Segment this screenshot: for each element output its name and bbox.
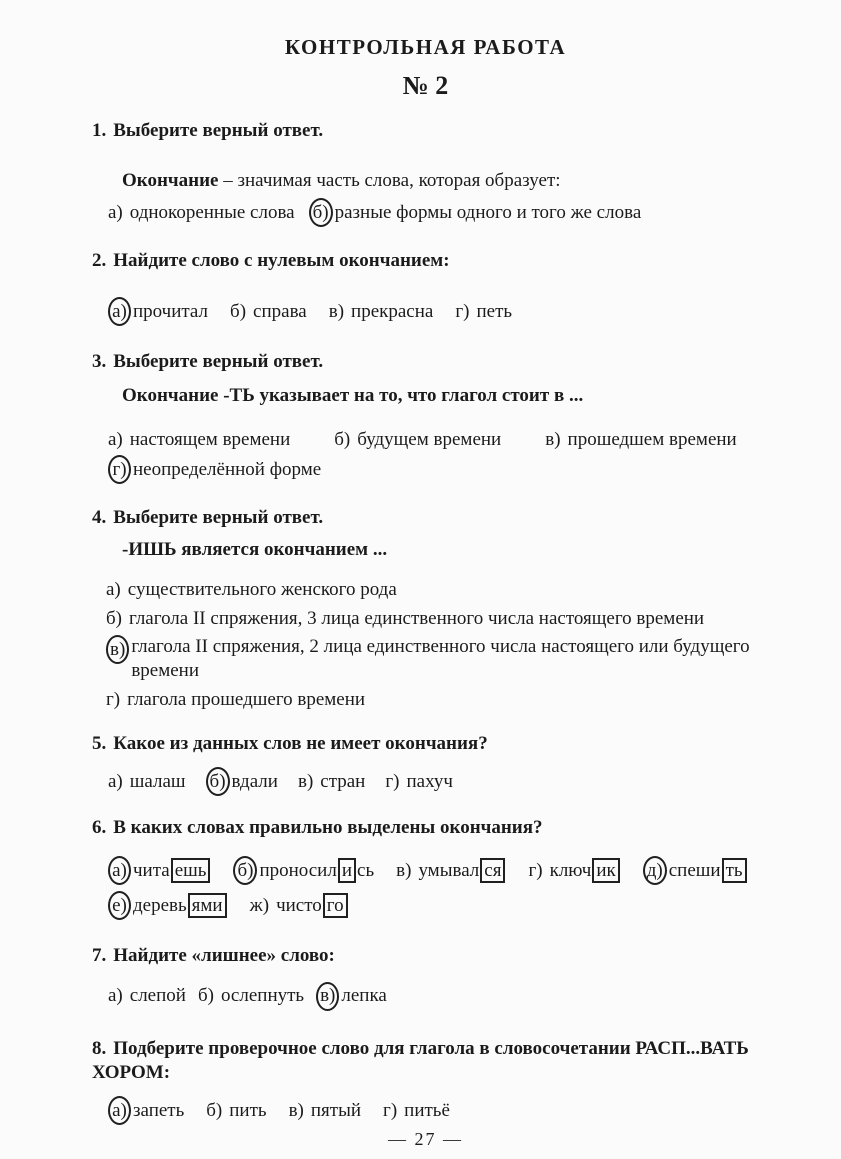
option-text-segment: существительного женского рода — [127, 578, 397, 600]
option-letter-circled: г) — [108, 455, 131, 484]
option-text — [221, 984, 304, 1008]
question-heading-text: Выберите верный ответ. — [113, 351, 324, 372]
option-text — [341, 984, 386, 1008]
option-text-segment: запеть — [133, 1099, 185, 1121]
questions-list — [92, 119, 811, 1126]
option-text — [129, 607, 704, 631]
answer-option — [106, 578, 397, 602]
work-number: № 2 — [402, 71, 449, 101]
answer-option — [250, 894, 349, 918]
option-letter: б) — [197, 985, 214, 1007]
option-letter: а) — [108, 770, 123, 792]
option-text — [568, 428, 737, 452]
option-letter: г) — [528, 859, 543, 881]
option-text-segment: пить — [229, 1099, 267, 1121]
option-text — [335, 201, 642, 225]
option-text-segment: чита — [133, 859, 170, 881]
option-letter-circled: б) — [309, 198, 333, 227]
question-number: 8. — [92, 1037, 107, 1059]
option-text-segment: умывал — [418, 859, 480, 881]
option-text-segment: сь — [357, 859, 375, 881]
option-text-segment: глагола II спряжения, 3 лица единственного числа настоящего времени — [129, 607, 705, 629]
question-number: 5. — [92, 732, 107, 754]
question-heading-text: Подберите проверочное слово для глагола в словосочетании РАСП...ВАТЬ ХОРОМ: — [92, 1037, 749, 1083]
question-8 — [92, 1037, 811, 1126]
answer-option — [198, 984, 304, 1008]
answer-option — [233, 856, 374, 885]
answer-option — [334, 428, 501, 452]
option-text — [133, 1099, 184, 1123]
option-text — [232, 770, 278, 794]
option-letter-circled: д) — [643, 856, 667, 885]
option-text — [133, 300, 208, 324]
option-letter: а) — [106, 578, 121, 600]
option-letter: а) — [108, 985, 123, 1007]
option-letter: б) — [106, 607, 122, 629]
question-2 — [92, 249, 811, 326]
option-ending-boxed: ешь — [171, 858, 211, 883]
option-text-segment: разные формы одного и того же слова — [334, 201, 642, 223]
answer-option — [643, 856, 748, 885]
option-letter-circled: в) — [106, 635, 129, 664]
option-text — [130, 770, 186, 794]
answer-option — [108, 770, 186, 794]
options-line — [108, 856, 811, 885]
option-text-segment: проносил — [259, 859, 337, 881]
option-text — [133, 894, 228, 918]
option-letter: г) — [455, 300, 470, 322]
answer-option — [108, 856, 211, 885]
question-number: 3. — [92, 351, 107, 372]
answer-option — [329, 300, 434, 324]
option-text-segment: стран — [320, 770, 366, 792]
question-statement — [122, 538, 811, 562]
option-letter: б) — [230, 300, 247, 322]
option-text-segment: деревь — [133, 894, 187, 916]
answer-option — [106, 607, 704, 631]
answer-option — [106, 635, 811, 683]
page-number: — 27 — — [388, 1129, 463, 1150]
option-letter: б) — [206, 1099, 223, 1121]
page-footer — [92, 1128, 759, 1151]
option-text — [131, 635, 811, 683]
answer-option — [316, 982, 387, 1011]
options-line — [108, 1096, 811, 1125]
question-heading — [92, 944, 811, 968]
option-text — [127, 688, 365, 712]
option-ending-boxed: ся — [480, 858, 505, 883]
option-text — [133, 859, 211, 883]
option-letter: ж) — [249, 894, 270, 916]
option-text — [550, 859, 621, 883]
option-text — [259, 859, 374, 883]
answer-option — [108, 891, 228, 920]
option-letter: б) — [334, 428, 351, 450]
option-text-segment: питьё — [404, 1099, 450, 1121]
option-text — [351, 300, 433, 324]
option-letter-circled: в) — [316, 982, 339, 1011]
option-ending-boxed: и — [338, 858, 356, 883]
option-letter: в) — [396, 859, 412, 881]
option-letter: а) — [108, 201, 123, 223]
option-letter: в) — [288, 1099, 304, 1121]
option-letter: в) — [545, 428, 561, 450]
answer-option — [108, 455, 321, 484]
option-text — [253, 300, 307, 324]
option-text — [404, 1099, 450, 1123]
option-text-segment: петь — [476, 300, 513, 322]
option-text-segment: спеши — [668, 859, 721, 881]
options-line — [108, 455, 811, 484]
answer-option — [298, 770, 365, 794]
option-ending-boxed: го — [323, 893, 348, 918]
answer-option — [528, 859, 620, 883]
question-statement — [122, 169, 811, 193]
document-header — [92, 34, 759, 103]
question-heading — [92, 1037, 811, 1085]
question-7 — [92, 944, 811, 1011]
option-text-segment: шалаш — [129, 770, 186, 792]
option-letter-circled: б) — [206, 767, 230, 796]
option-text-segment: будущем времени — [357, 428, 502, 450]
option-text-segment: прочитал — [133, 300, 209, 322]
answer-option — [289, 1099, 361, 1123]
answer-option — [106, 688, 365, 712]
option-letter: г) — [385, 770, 400, 792]
options-line — [106, 607, 811, 631]
option-letter: в) — [328, 300, 345, 322]
options-line — [108, 767, 811, 796]
question-3 — [92, 350, 811, 484]
option-text-segment: пахуч — [406, 770, 453, 792]
answer-option — [383, 1099, 450, 1123]
statement-segment: – значимая часть слова, которая образует: — [218, 169, 561, 191]
answer-option — [108, 428, 290, 452]
option-text — [669, 859, 748, 883]
option-text — [418, 859, 506, 883]
question-heading-text: Найдите слово с нулевым окончанием: — [113, 250, 450, 272]
options-line — [108, 198, 811, 227]
options-line — [108, 297, 811, 326]
question-number: 6. — [92, 817, 107, 839]
question-heading-text: Выберите верный ответ. — [113, 507, 324, 529]
option-text — [276, 894, 349, 918]
question-heading-text: Выберите верный ответ. — [113, 119, 324, 141]
option-letter-circled: а) — [108, 1096, 131, 1125]
option-text — [311, 1099, 361, 1123]
statement-segment: Окончание -ТЬ указывает на то, что глагол стоит в ... — [122, 384, 584, 406]
answer-option — [206, 767, 278, 796]
question-1 — [92, 119, 811, 228]
option-letter-circled: б) — [233, 856, 257, 885]
option-text — [133, 458, 321, 482]
question-heading — [92, 350, 811, 374]
option-text-segment: ключ — [549, 859, 592, 881]
question-number: 4. — [92, 507, 107, 529]
option-text-segment: прекрасна — [351, 300, 434, 322]
option-text-segment: настоящем времени — [129, 428, 291, 450]
option-text — [130, 201, 295, 225]
option-letter: г) — [106, 688, 121, 710]
question-heading-text: В каких словах правильно выделены окончания? — [113, 817, 543, 839]
option-letter-circled: а) — [108, 297, 131, 326]
statement-segment: Окончание — [122, 169, 219, 191]
answer-option — [108, 984, 186, 1008]
answer-option — [108, 201, 295, 225]
answer-option — [545, 428, 737, 452]
option-text-segment: однокоренные слова — [129, 201, 295, 223]
option-text — [320, 770, 365, 794]
question-heading — [92, 249, 811, 273]
option-ending-boxed: ть — [722, 858, 747, 883]
option-letter: г) — [383, 1099, 398, 1121]
option-text-segment: пятый — [310, 1099, 362, 1121]
option-text — [130, 428, 291, 452]
option-text — [406, 770, 452, 794]
option-ending-boxed: ями — [188, 893, 227, 918]
page-title: КОНТРОЛЬНАЯ РАБОТА — [284, 35, 567, 59]
question-number: 1. — [92, 119, 107, 141]
option-text-segment: прошедшем времени — [567, 428, 737, 450]
question-4 — [92, 506, 811, 711]
options-line — [108, 891, 811, 920]
options-line — [108, 982, 811, 1011]
option-text-segment: вдали — [231, 770, 278, 792]
question-statement — [122, 384, 811, 408]
question-5 — [92, 732, 811, 797]
option-text-segment: слепой — [129, 985, 186, 1007]
answer-option — [108, 297, 208, 326]
answer-option — [396, 859, 506, 883]
options-line — [106, 635, 811, 683]
question-heading-text: Найдите «лишнее» слово: — [113, 945, 335, 966]
option-text — [476, 300, 512, 324]
answer-option — [309, 198, 642, 227]
question-number: 7. — [92, 945, 107, 966]
option-text — [357, 428, 501, 452]
option-letter: в) — [297, 770, 314, 792]
answer-option — [385, 770, 453, 794]
answer-option — [230, 300, 307, 324]
question-heading — [92, 816, 811, 840]
question-heading — [92, 506, 811, 530]
option-text-segment: чисто — [276, 894, 322, 916]
options-line — [106, 578, 811, 602]
option-text-segment: ослепнуть — [220, 985, 305, 1007]
option-text — [229, 1099, 266, 1123]
option-text-segment: неопределённой форме — [133, 458, 322, 480]
option-letter-circled: е) — [108, 891, 131, 920]
statement-segment: -ИШЬ является окончанием ... — [122, 539, 388, 560]
question-number: 2. — [92, 250, 107, 272]
option-text-segment: лепка — [341, 985, 387, 1007]
answer-option — [455, 300, 512, 324]
option-ending-boxed: ик — [592, 858, 619, 883]
option-letter-circled: а) — [108, 856, 131, 885]
question-heading — [92, 119, 811, 143]
option-text — [130, 984, 186, 1008]
question-heading-text: Какое из данных слов не имеет окончания? — [113, 732, 488, 754]
option-text-segment: глагола II спряжения, 2 лица единственного числа настоящего или будущего времени — [131, 636, 750, 681]
answer-option — [206, 1099, 266, 1123]
question-heading — [92, 732, 811, 756]
option-text-segment: справа — [253, 300, 307, 322]
options-line — [108, 428, 811, 452]
option-text — [128, 578, 397, 602]
option-letter: а) — [108, 428, 123, 450]
options-line — [106, 688, 811, 712]
answer-option — [108, 1096, 184, 1125]
question-6 — [92, 816, 811, 920]
option-text-segment: глагола прошедшего времени — [127, 688, 366, 710]
